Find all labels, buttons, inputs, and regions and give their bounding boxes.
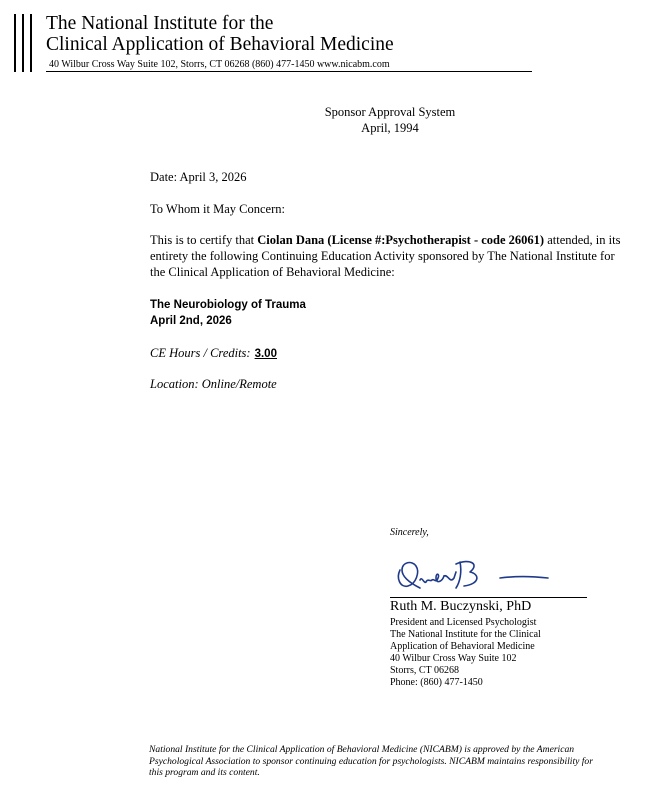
letterhead-title-line2: Clinical Application of Behavioral Medicine (46, 34, 394, 55)
signer-detail-line: Phone: (860) 477-1450 (390, 677, 483, 688)
signer-detail-line: President and Licensed Psychologist (390, 617, 537, 628)
sponsor-system: Sponsor Approval System (324, 105, 456, 119)
activity-date: April 2nd, 2026 (150, 315, 232, 327)
certify-prefix: This is to certify that (150, 233, 258, 247)
signer-name: Ruth M. Buczynski, PhD (390, 599, 532, 614)
certify-suffix: attended, in its entirety the following Continuing Education Activity sponsored by The National Institute for the Clinical Application of Behavioral Medicine: (150, 233, 621, 279)
closing: Sincerely, (390, 527, 429, 538)
letterhead-title-line1: The National Institute for the (46, 13, 274, 34)
letterhead-bar (30, 14, 32, 72)
credits-label: CE Hours / Credits: (150, 346, 251, 360)
letterhead-rule (46, 71, 532, 72)
activity-block (150, 297, 306, 329)
letter-greeting: To Whom it May Concern: (150, 202, 285, 216)
recipient-name: Ciolan Dana (License #:Psychotherapist - code 26061) (257, 233, 545, 247)
credits-line (150, 345, 277, 362)
letterhead-bar (22, 14, 24, 72)
activity-title: The Neurobiology of Trauma (150, 299, 306, 311)
certification-paragraph (150, 232, 628, 280)
sponsor-date: April, 1994 (361, 121, 419, 135)
signer-detail-line: The National Institute for the Clinical (390, 629, 541, 640)
sponsor-block (300, 104, 480, 136)
signer-detail-line: Application of Behavioral Medicine (390, 641, 535, 652)
letterhead-bars (14, 14, 38, 72)
letterhead-title (46, 13, 394, 55)
signer-detail-line: 40 Wilbur Cross Way Suite 102 (390, 653, 517, 664)
letterhead-bar (14, 14, 16, 72)
letterhead-address: 40 Wilbur Cross Way Suite 102, Storrs, CT 06268 (860) 477-1450 www.nicabm.com (49, 59, 390, 70)
signer-details (390, 617, 541, 689)
signer-detail-line: Storrs, CT 06268 (390, 665, 459, 676)
accreditation-footer: National Institute for the Clinical Application of Behavioral Medicine (NICABM) is approved by the American Psychological Association to sponsor continuing education for psychologists. NICABM maintains responsibility for this program and its content. (149, 744, 593, 778)
location-line: Location: Online/Remote (150, 377, 277, 391)
signature-strokes (398, 562, 548, 588)
credits-value: 3.00 (254, 348, 277, 360)
handwritten-signature (390, 548, 560, 596)
letter-date: Date: April 3, 2026 (150, 170, 247, 184)
